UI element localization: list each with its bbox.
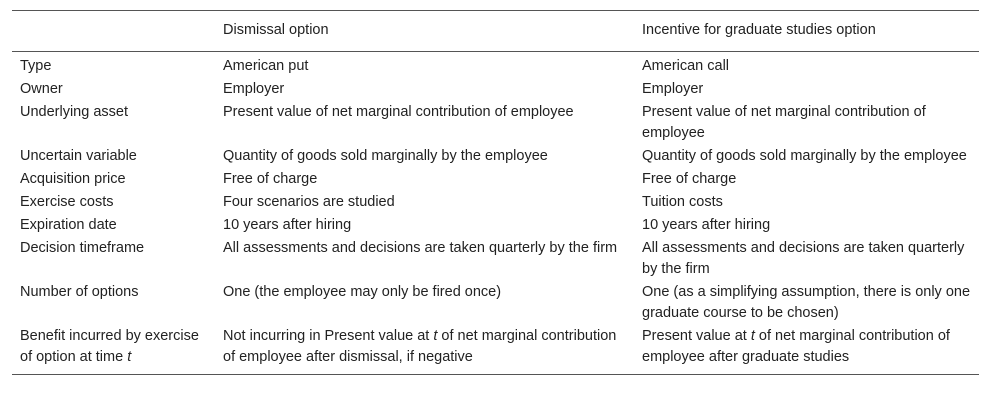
graduate-cell: Free of charge xyxy=(642,171,737,187)
cell-text: of net marginal contribution of employee after dismissal, if negative xyxy=(223,328,617,365)
dismissal-cell: Quantity of goods sold marginally by the employee xyxy=(223,148,548,164)
graduate-cell: American call xyxy=(642,58,730,74)
cell-text: Present value at xyxy=(642,328,751,344)
graduate-cell: Tuition costs xyxy=(642,194,723,210)
table-row xyxy=(12,146,979,169)
table-row xyxy=(12,282,979,326)
row-label-text: Benefit incurred by exercise of option at time xyxy=(20,328,199,365)
table-row xyxy=(12,102,979,146)
dismissal-cell: All assessments and decisions are taken quarterly by the firm xyxy=(223,240,618,256)
table-row xyxy=(12,238,979,282)
graduate-cell: Present value of net marginal contribution of employee xyxy=(642,104,926,141)
dismissal-cell: One (the employee may only be fired once) xyxy=(223,284,502,300)
time-variable: t xyxy=(127,349,132,365)
row-label: Type xyxy=(20,58,52,74)
row-label: Expiration date xyxy=(20,217,117,233)
cell-text: of net marginal contribution of employee after graduate studies xyxy=(642,328,950,365)
dismissal-cell xyxy=(215,326,634,375)
table-row xyxy=(12,169,979,192)
row-label: Exercise costs xyxy=(20,194,114,210)
cell-text: Not incurring in Present value at xyxy=(223,328,434,344)
dismissal-cell: Four scenarios are studied xyxy=(223,194,395,210)
row-label: Number of options xyxy=(20,284,139,300)
header-cell-empty xyxy=(12,11,215,52)
graduate-cell: Employer xyxy=(642,81,704,97)
dismissal-cell: Free of charge xyxy=(223,171,318,187)
header-row xyxy=(12,11,979,52)
row-label: Underlying asset xyxy=(20,104,128,120)
graduate-cell: 10 years after hiring xyxy=(642,217,771,233)
table-row xyxy=(12,79,979,102)
graduate-cell: Quantity of goods sold marginally by the employee xyxy=(642,148,967,164)
row-label: Acquisition price xyxy=(20,171,126,187)
row-label: Uncertain variable xyxy=(20,148,137,164)
table-row xyxy=(12,215,979,238)
row-label: Owner xyxy=(20,81,63,97)
dismissal-cell: Employer xyxy=(223,81,285,97)
dismissal-cell: Present value of net marginal contribution of employee xyxy=(223,104,574,120)
header-graduate-studies-option: Incentive for graduate studies option xyxy=(634,11,979,52)
row-label xyxy=(12,326,215,375)
time-variable: t xyxy=(750,328,755,344)
table-row xyxy=(12,192,979,215)
table-row xyxy=(12,52,979,80)
options-comparison-table xyxy=(12,10,979,375)
graduate-cell: One (as a simplifying assumption, there is only one graduate course to be chosen) xyxy=(642,284,971,321)
row-label: Decision timeframe xyxy=(20,240,145,256)
graduate-cell: All assessments and decisions are taken quarterly by the firm xyxy=(642,240,965,277)
time-variable: t xyxy=(433,328,438,344)
header-dismissal-option: Dismissal option xyxy=(215,11,634,52)
dismissal-cell: American put xyxy=(223,58,309,74)
graduate-cell xyxy=(634,326,979,375)
table-row xyxy=(12,326,979,375)
dismissal-cell: 10 years after hiring xyxy=(223,217,352,233)
